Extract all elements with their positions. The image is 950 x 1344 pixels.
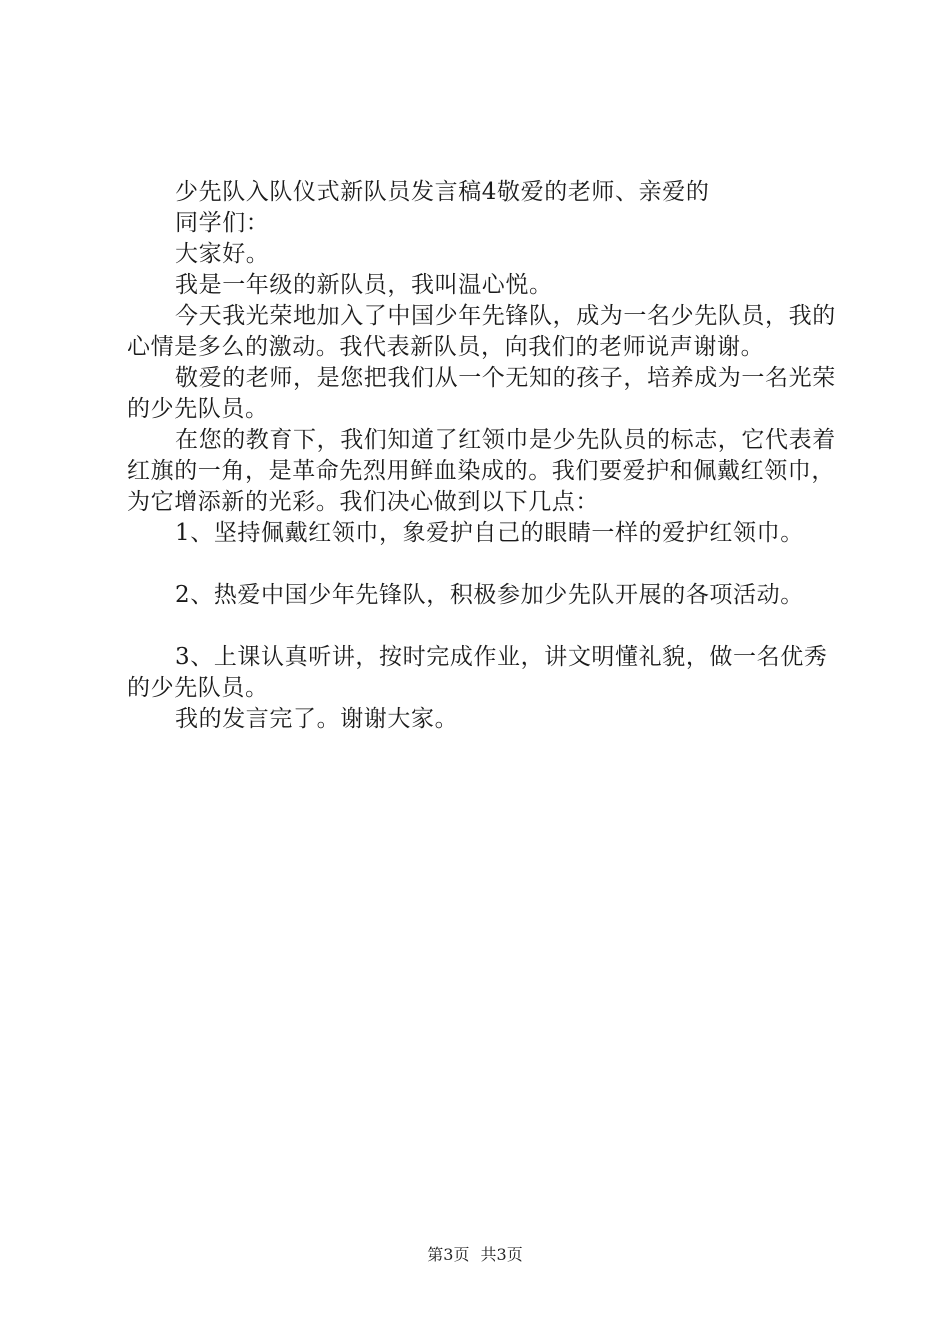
page-footer bbox=[0, 1242, 950, 1265]
paragraph-salutation: 同学们： bbox=[175, 210, 270, 236]
blank-line bbox=[127, 611, 837, 642]
paragraph-red-scarf: 在您的教育下，我们知道了红领巾是少先队员的标志，它代表着红旗的一角，是革命先烈用鲜血染成的。我们要爱护和佩戴红领巾，为它增添新的光彩。我们决心做到以下几点： bbox=[127, 427, 836, 515]
page-number: 第3页 bbox=[427, 1245, 470, 1264]
paragraph-joining: 今天我光荣地加入了中国少年先锋队，成为一名少先队员，我的心情是多么的激动。我代表新队员，向我们的老师说声谢谢。 bbox=[127, 303, 836, 360]
paragraph-self-intro: 我是一年级的新队员，我叫温心悦。 bbox=[175, 272, 553, 298]
list-item-3: 3、上课认真听讲，按时完成作业，讲文明懂礼貌，做一名优秀的少先队员。 bbox=[127, 644, 828, 701]
page-total: 共3页 bbox=[480, 1245, 523, 1264]
paragraph-closing: 我的发言完了。谢谢大家。 bbox=[175, 706, 459, 732]
paragraph-greeting: 大家好。 bbox=[175, 241, 270, 267]
document-body bbox=[127, 177, 837, 735]
blank-line bbox=[127, 549, 837, 580]
list-item-1: 1、坚持佩戴红领巾，象爱护自己的眼睛一样的爱护红领巾。 bbox=[175, 520, 804, 546]
paragraph-title-line: 少先队入队仪式新队员发言稿4敬爱的老师、亲爱的 bbox=[175, 179, 710, 205]
list-item-2: 2、热爱中国少年先锋队，积极参加少先队开展的各项活动。 bbox=[175, 582, 804, 608]
paragraph-teacher-thanks: 敬爱的老师，是您把我们从一个无知的孩子，培养成为一名光荣的少先队员。 bbox=[127, 365, 836, 422]
